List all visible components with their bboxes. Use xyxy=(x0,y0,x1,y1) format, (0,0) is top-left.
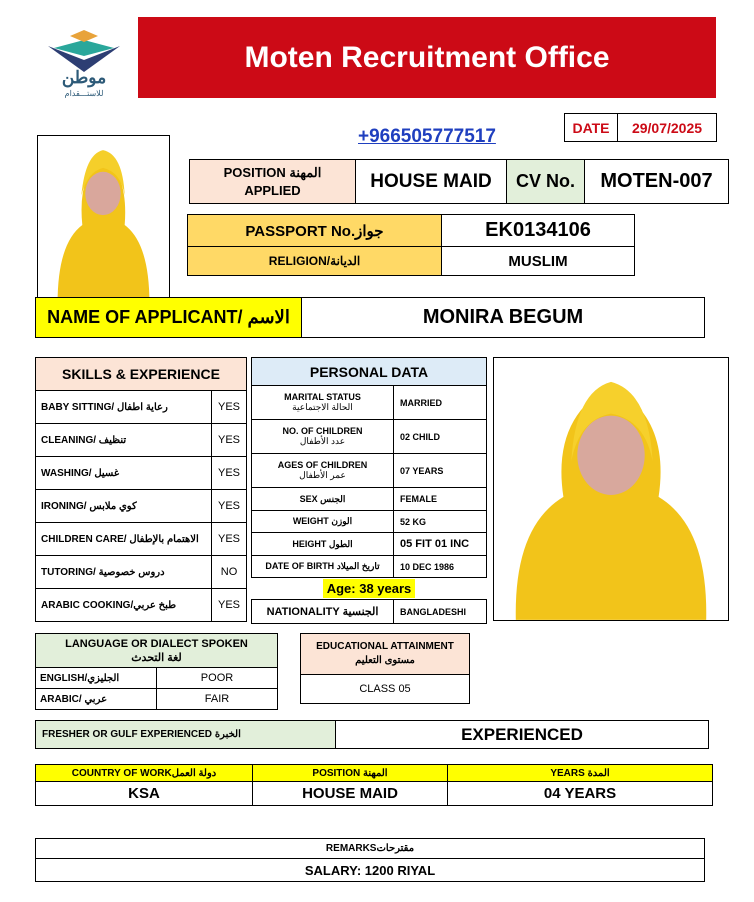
skill-row xyxy=(36,457,247,490)
remarks-label: REMARKSمقترحات xyxy=(35,838,705,859)
applicant-photo-large xyxy=(493,357,729,621)
skill-row xyxy=(36,556,247,589)
personal-row xyxy=(252,488,487,511)
skill-label: CLEANING/ تنظيف xyxy=(36,424,212,457)
logo-arabic-text: موطن xyxy=(61,68,107,87)
age-value: Age: 38 years xyxy=(323,579,416,598)
personal-data-title: PERSONAL DATA xyxy=(251,357,487,386)
children-en: NO. OF CHILDREN xyxy=(282,426,363,436)
children-value: 02 CHILD xyxy=(394,420,487,454)
position-label-applied: APPLIED xyxy=(244,182,301,198)
experience-label: FRESHER OR GULF EXPERIENCED الخبرة xyxy=(35,720,336,749)
children-ar: عدد الأطفال xyxy=(299,436,346,446)
language-value-arabic: FAIR xyxy=(156,688,278,710)
skill-value: YES xyxy=(212,391,247,424)
personal-row xyxy=(252,420,487,454)
skill-label: TUTORING/ دروس خصوصية xyxy=(36,556,212,589)
personal-row xyxy=(252,600,487,624)
sex-value: FEMALE xyxy=(394,488,487,511)
personal-row xyxy=(252,386,487,420)
passport-label: PASSPORT No.جواز xyxy=(187,214,442,247)
skill-label: BABY SITTING/ رعاية اطفال xyxy=(36,391,212,424)
dob-label: DATE OF BIRTH تاريخ الميلاد xyxy=(252,556,394,578)
work-position-value: HOUSE MAID xyxy=(252,781,448,806)
ages-label xyxy=(252,454,394,488)
skill-label: WASHING/ غسيل xyxy=(36,457,212,490)
skill-label: CHILDREN CARE/ الاهتمام بالإطفال xyxy=(36,523,212,556)
language-label-arabic: ARABIC/ عربي xyxy=(35,688,157,710)
work-years-value: 04 YEARS xyxy=(447,781,713,806)
logo-mark-orange xyxy=(70,30,98,42)
ages-en: AGES OF CHILDREN xyxy=(277,460,368,470)
language-title-cell xyxy=(35,633,278,668)
remarks-value: SALARY: 1200 RIYAL xyxy=(35,858,705,882)
work-position-label: POSITION المهنة xyxy=(252,764,448,782)
phone-link[interactable]: +966505777517 xyxy=(358,126,496,147)
education-value: CLASS 05 xyxy=(300,674,470,704)
skill-label: ARABIC COOKING/طبخ عربي xyxy=(36,589,212,622)
logo-subtitle: للاستـــقدام xyxy=(64,89,104,98)
position-label: POSITION xyxy=(223,164,286,180)
skill-row xyxy=(36,589,247,622)
religion-value: MUSLIM xyxy=(441,246,635,276)
personal-row xyxy=(252,578,487,600)
personal-row xyxy=(252,454,487,488)
height-label: HEIGHT الطول xyxy=(252,533,394,556)
experience-value: EXPERIENCED xyxy=(335,720,709,749)
language-title: LANGUAGE OR DIALECT SPOKEN xyxy=(65,637,248,650)
applicant-name-label: NAME OF APPLICANT/ الاسم xyxy=(35,297,302,338)
personal-data-table xyxy=(251,385,487,624)
skill-value: YES xyxy=(212,424,247,457)
passport-value: EK0134106 xyxy=(441,214,635,247)
personal-row xyxy=(252,556,487,578)
nationality-label: NATIONALITY الجنسية xyxy=(252,600,394,624)
country-of-work-label: COUNTRY OF WORKدولة العمل xyxy=(35,764,253,782)
skill-value: YES xyxy=(212,589,247,622)
portrait-large-image xyxy=(494,358,728,620)
cv-value: MOTEN-007 xyxy=(584,159,729,204)
language-value-english: POOR xyxy=(156,667,278,689)
applicant-name-value: MONIRA BEGUM xyxy=(301,297,705,338)
position-label-ar: المهنة xyxy=(289,164,322,180)
weight-label: WEIGHT الوزن xyxy=(252,511,394,533)
skill-row xyxy=(36,490,247,523)
work-years-label: YEARS المدة xyxy=(447,764,713,782)
education-title: EDUCATIONAL ATTAINMENT xyxy=(316,641,454,652)
religion-label: RELIGION/الديانة xyxy=(187,246,442,276)
skill-row xyxy=(36,424,247,457)
skill-value: YES xyxy=(212,490,247,523)
dob-value: 10 DEC 1986 xyxy=(394,556,487,578)
work-country-value: KSA xyxy=(35,781,253,806)
marital-status-ar: الحالة الاجتماعية xyxy=(292,402,353,412)
marital-status-value: MARRIED xyxy=(394,386,487,420)
skills-table xyxy=(35,390,247,622)
skill-value: NO xyxy=(212,556,247,589)
skill-row xyxy=(36,391,247,424)
personal-row xyxy=(252,533,487,556)
age-cell xyxy=(252,578,487,600)
education-title-cell xyxy=(300,633,470,675)
date-label: DATE xyxy=(564,113,618,142)
skill-row xyxy=(36,523,247,556)
personal-row xyxy=(252,511,487,533)
skill-value: YES xyxy=(212,457,247,490)
applicant-photo-small xyxy=(37,135,170,314)
office-title-banner: Moten Recruitment Office xyxy=(138,17,716,98)
cv-label: CV No. xyxy=(506,159,585,204)
language-label-english: ENGLISH/الجليزي xyxy=(35,667,157,689)
date-value: 29/07/2025 xyxy=(617,113,717,142)
position-label-cell xyxy=(189,159,356,204)
sex-label: SEX الجنس xyxy=(252,488,394,511)
children-label xyxy=(252,420,394,454)
nationality-value: BANGLADESHI xyxy=(394,600,487,624)
language-title-ar: لغة التحدث xyxy=(131,651,182,664)
portrait-small-image xyxy=(38,136,169,313)
skill-label: IRONING/ كوي ملابس xyxy=(36,490,212,523)
marital-status-label xyxy=(252,386,394,420)
education-title-ar: مستوى التعليم xyxy=(355,655,415,666)
ages-value: 07 YEARS xyxy=(394,454,487,488)
skill-value: YES xyxy=(212,523,247,556)
ages-ar: عمر الأطفال xyxy=(299,470,346,480)
marital-status-en: MARITAL STATUS xyxy=(284,392,361,402)
weight-value: 52 KG xyxy=(394,511,487,533)
skills-title: SKILLS & EXPERIENCE xyxy=(35,357,247,391)
height-value: 05 FIT 01 INC xyxy=(394,533,487,556)
position-value: HOUSE MAID xyxy=(355,159,507,204)
